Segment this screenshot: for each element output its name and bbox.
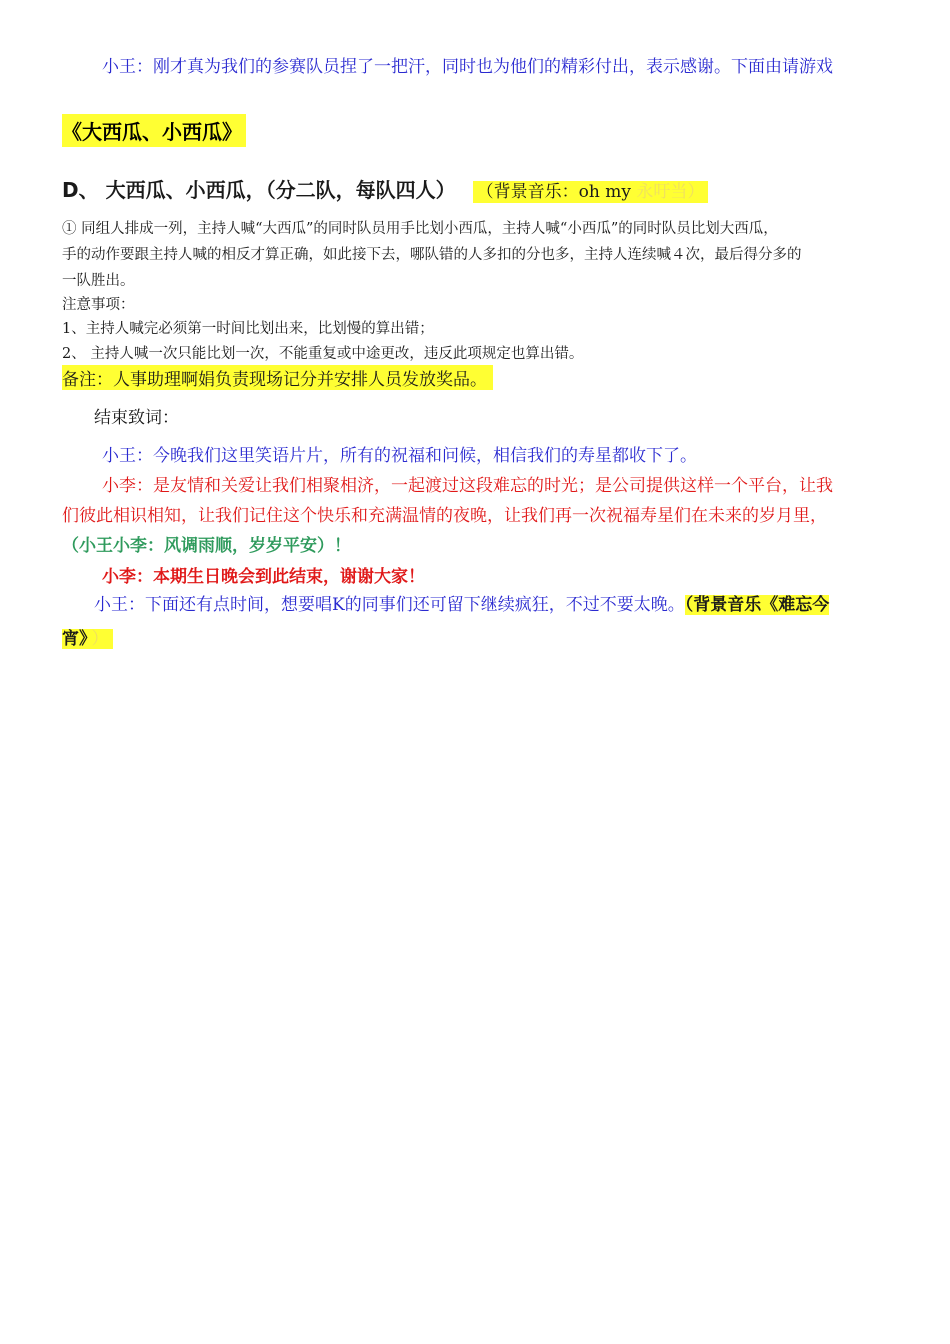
closing-li-1-line-1: 小李：是友情和关爱让我们相聚相济，一起渡过这段难忘的时光；是公司提供这样一个平台，让我 [102, 476, 833, 496]
music-faint: 永吁当 [636, 182, 688, 202]
closing-wang-2-line [94, 590, 829, 615]
game-title [62, 114, 246, 147]
remark: 备注：人事助理啊娟负责现场记分并安排人员发放奖品。 [62, 365, 493, 390]
closing-li-1-line-2: 们彼此相识相知，让我们记住这个快乐和充满温情的夜晚，让我们再一次祝福寿星们在未来的岁月里， [62, 506, 827, 526]
section-d-heading-line [62, 174, 708, 203]
music2-part1: （背景音乐《难忘今 [684, 595, 830, 615]
music-label: （背景音乐：oh my [476, 182, 637, 202]
closing-together: （小王小李：风调雨顺，岁岁平安）！ [62, 536, 351, 556]
game-title-text: 《大西瓜、小西瓜》 [62, 120, 242, 144]
rule-line-3: 一队胜出。 [62, 273, 135, 289]
closing-li-2: 小李：本期生日晚会到此结束，谢谢大家！ [102, 567, 425, 587]
notes-label: 注意事项： [62, 297, 135, 313]
closing-wang-1: 小王：今晚我们这里笑语片片，所有的祝福和问候，相信我们的寿星都收下了。 [102, 446, 697, 466]
closing-music2-line-2 [62, 624, 113, 649]
note-1: 1、主持人喊完必须第一时间比划出来，比划慢的算出错； [62, 321, 434, 337]
intro-paragraph: 小王：刚才真为我们的参赛队员捏了一把汗，同时也为他们的精彩付出，表示感谢。下面由请游戏 [102, 57, 833, 77]
music2-faint: ） [92, 629, 113, 649]
closing-label: 结束致词： [94, 408, 179, 428]
rule-line-2: 手的动作要跟主持人喊的相反才算正确，如此接下去，哪队错的人多扣的分也多，主持人连续喊４次，最后得分多的 [62, 247, 802, 263]
music-tag [473, 181, 709, 203]
rule-line-1: ① 同组人排成一列，主持人喊“大西瓜”的同时队员用手比划小西瓜，主持人喊“小西瓜”的同时队员比划大西瓜， [62, 221, 778, 237]
section-d-heading: D、 大西瓜、小西瓜，（分二队，每队四人） [62, 178, 456, 202]
music-close: ） [687, 182, 705, 202]
music2-part2: 宵》 [62, 629, 92, 649]
note-2: 2、 主持人喊一次只能比划一次，不能重复或中途更改，违反此项规定也算出错。 [62, 346, 584, 362]
closing-wang-2: 小王：下面还有点时间，想要唱K的同事们还可留下继续疯狂，不过不要太晚。 [94, 595, 685, 615]
